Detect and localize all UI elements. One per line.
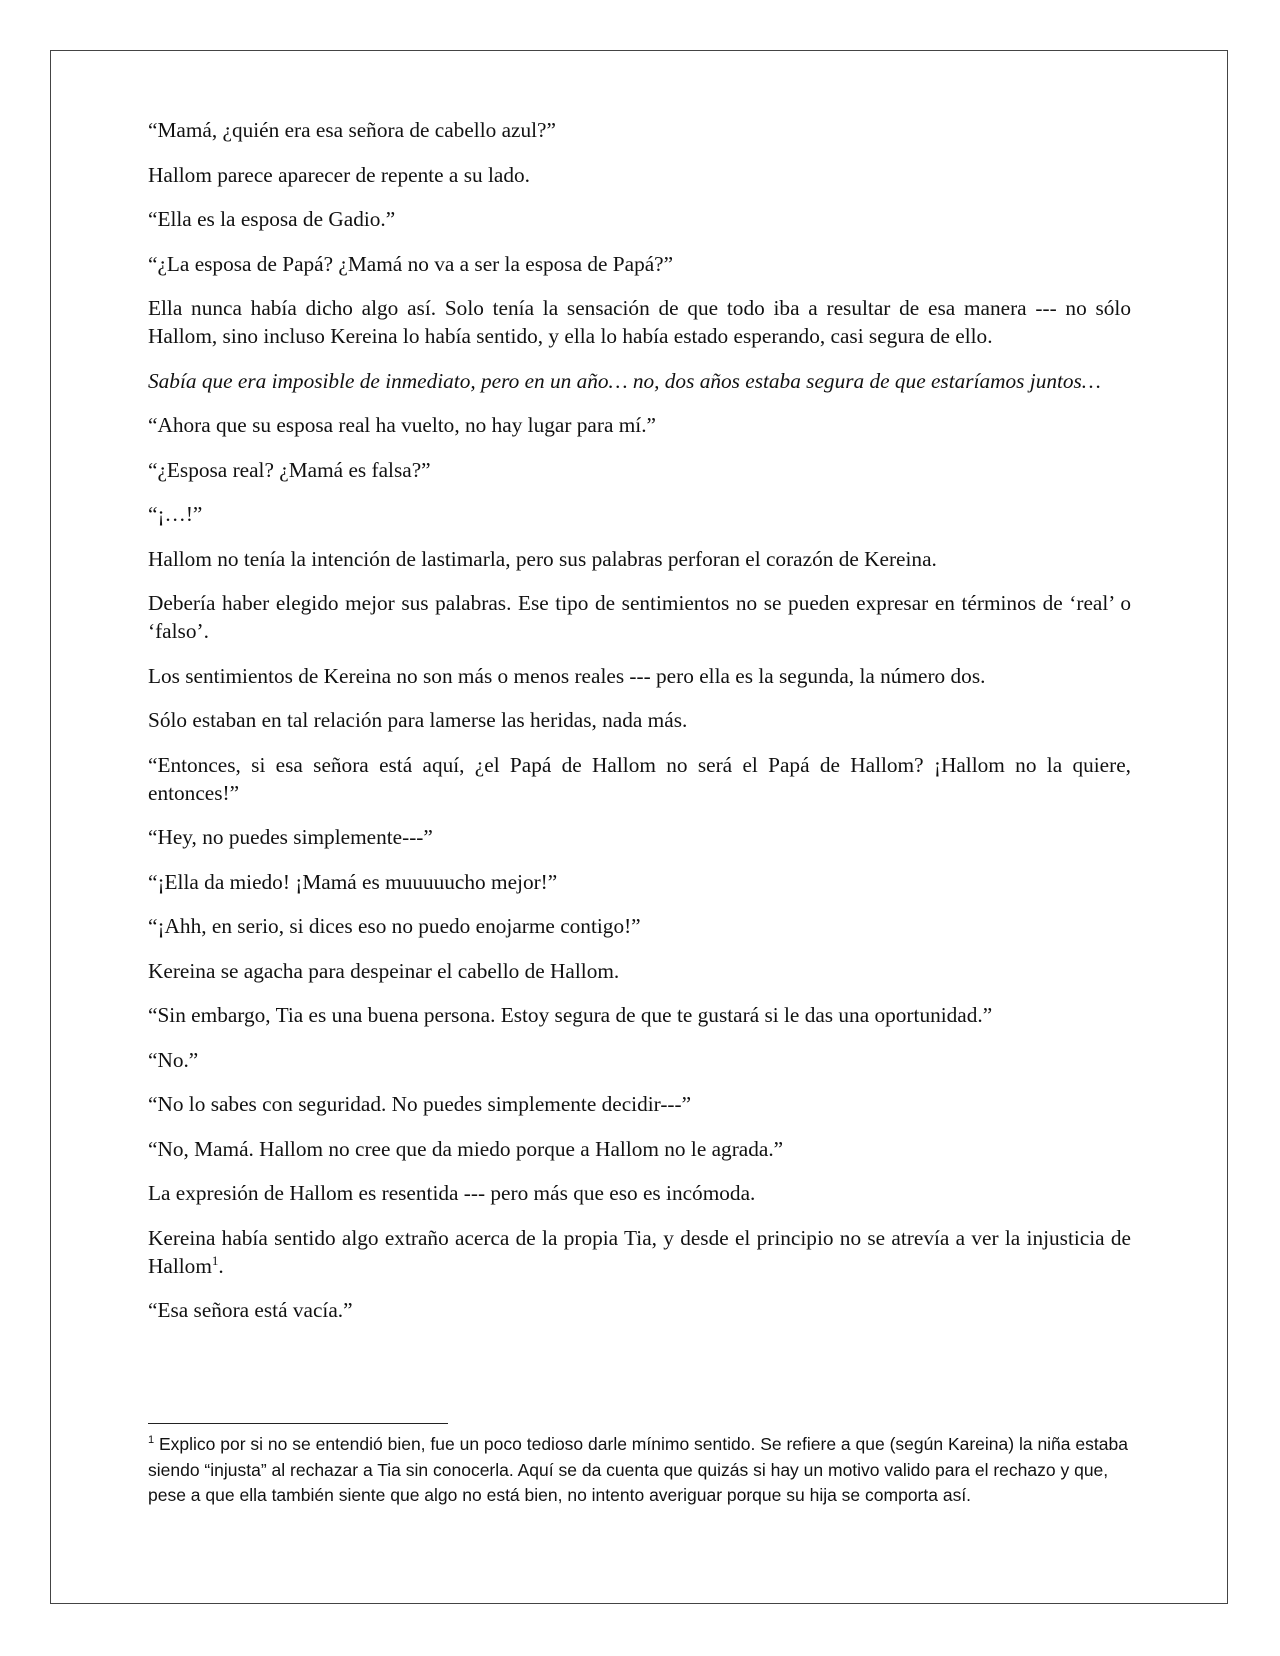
paragraph: “No lo sabes con seguridad. No puedes simplemente decidir---” — [148, 1092, 692, 1116]
paragraph: Sólo estaban en tal relación para lamerse las heridas, nada más. — [148, 708, 688, 732]
footnote-text: Explico por si no se entendió bien, fue un poco tedioso darle mínimo sentido. Se refiere a que (según Kareina) la niña estaba siendo “injusta” al rechazar a Tia sin conocerla. Aquí se da cuenta que quizás si hay un motivo valido para el rechazo y que, pese a que ella también siente que algo no está bien, no intento averiguar porque su hija se comporta así. — [148, 1434, 1128, 1505]
paragraph: “¡Ahh, en serio, si dices eso no puedo enojarme contigo!” — [148, 914, 641, 938]
document-body — [148, 116, 1131, 1341]
paragraph: “Mamá, ¿quién era esa señora de cabello azul?” — [148, 118, 556, 142]
paragraph: Hallom parece aparecer de repente a su lado. — [148, 162, 530, 187]
italic-paragraph: Sabía que era imposible de inmediato, pero en un año… no, dos años estaba segura de que estaríamos juntos… — [148, 368, 1101, 393]
paragraph: Debería haber elegido mejor sus palabras. Ese tipo de sentimientos no se pueden expresar en términos de ‘real’ o ‘falso’. — [148, 591, 1131, 643]
paragraph: “No.” — [148, 1047, 199, 1072]
paragraph: Hallom no tenía la intención de lastimarla, pero sus palabras perforan el corazón de Kereina. — [148, 546, 937, 571]
paragraph: “Ella es la esposa de Gadio.” — [148, 207, 396, 231]
paragraph-tail: . — [218, 1253, 224, 1278]
paragraph: “Entonces, si esa señora está aquí, ¿el Papá de Hallom no será el Papá de Hallom? ¡Hallom no la quiere, entonces!” — [148, 752, 1131, 805]
paragraph: “Hey, no puedes simplemente---” — [148, 825, 433, 849]
footnote-marker: 1 — [148, 1434, 155, 1447]
paragraph-text: Kereina había sentido algo extraño acerca de la propia Tia, y desde el principio no se atrevía a ver la injusticia de Hallom — [148, 1225, 1131, 1278]
paragraph: Ella nunca había dicho algo así. Solo tenía la sensación de que todo iba a resultar de esa manera --- no sólo Hallom, sino incluso Kereina lo había sentido, y ella lo había estado esperando, casi segura de ello. — [148, 296, 1131, 348]
paragraph: “¡…!” — [148, 502, 203, 526]
paragraph: “No, Mamá. Hallom no cree que da miedo porque a Hallom no le agrada.” — [148, 1136, 784, 1161]
paragraph: Los sentimientos de Kereina no son más o menos reales --- pero ella es la segunda, la número dos. — [148, 663, 986, 688]
paragraph: “¿Esposa real? ¿Mamá es falsa?” — [148, 457, 431, 482]
paragraph: “Esa señora está vacía.” — [148, 1298, 353, 1322]
paragraph: “Sin embargo, Tia es una buena persona. Estoy segura de que te gustará si le das una oportunidad.” — [148, 1003, 993, 1027]
paragraph: “Ahora que su esposa real ha vuelto, no hay lugar para mí.” — [148, 413, 656, 437]
footnote — [148, 1432, 1131, 1509]
footnote-separator — [148, 1423, 448, 1424]
paragraph: “¿La esposa de Papá? ¿Mamá no va a ser la esposa de Papá?” — [148, 251, 674, 276]
paragraph: La expresión de Hallom es resentida --- pero más que eso es incómoda. — [148, 1181, 756, 1205]
paragraph: “¡Ella da miedo! ¡Mamá es muuuuucho mejor!” — [148, 869, 558, 894]
footnote-reference[interactable]: 1 — [211, 1252, 219, 1268]
paragraph: Kereina se agacha para despeinar el cabello de Hallom. — [148, 958, 620, 983]
paragraph-with-footnote — [148, 1224, 1131, 1280]
